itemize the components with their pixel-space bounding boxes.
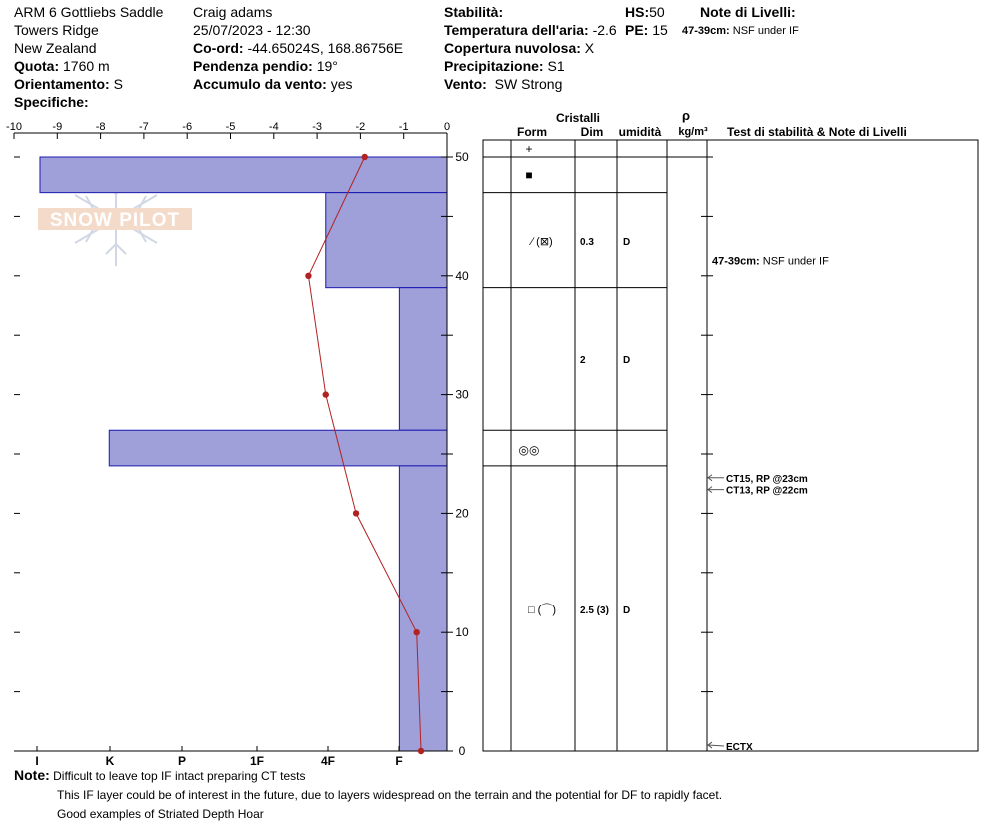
hardness-tick-label: F <box>395 754 403 768</box>
profile-layers <box>40 157 447 751</box>
table-border <box>483 140 978 751</box>
temperature-point <box>305 273 311 279</box>
temperature-point <box>362 154 368 160</box>
temp-tick-label: -10 <box>6 121 22 133</box>
layer-bar <box>399 466 447 751</box>
grain-form-symbol: ◎◎ <box>518 443 540 457</box>
depth-tick-label: 20 <box>455 506 469 521</box>
grain-size: 2 <box>580 355 586 366</box>
stability-tests <box>708 474 808 753</box>
observer-name: Craig adams <box>193 4 273 20</box>
stability-test-label: CT13, RP @22cm <box>726 485 808 497</box>
temperature-point <box>413 629 419 635</box>
temp-tick-label: -6 <box>182 121 193 133</box>
temp-tick-label: -3 <box>312 121 322 133</box>
hardness-axis <box>14 746 447 768</box>
grain-form-symbol: ■ <box>525 168 533 182</box>
humidity-header: umidità <box>618 125 662 139</box>
hardness-tick-label: 1F <box>249 754 265 768</box>
note-line-1: Difficult to leave top IF intact preparing CT tests <box>53 769 306 783</box>
stability-label: Stabilità: <box>444 4 504 20</box>
sky-label: Copertura nuvolosa: <box>444 40 581 56</box>
specifics-label: Specifiche: <box>14 94 89 110</box>
location-name: ARM 6 Gottliebs Saddle <box>14 4 164 20</box>
precip-label: Precipitazione: <box>444 58 544 74</box>
wind-loading-label: Accumulo da vento: <box>193 76 327 92</box>
stability-notes-header: Test di stabilità & Note di Livelli <box>727 125 907 139</box>
elevation-value: 1760 m <box>63 58 110 74</box>
temperature-point <box>418 748 424 754</box>
grain-form-symbol: □ (⌒) <box>527 604 557 616</box>
layer-note <box>712 255 829 267</box>
wind-label: Vento: <box>444 76 487 92</box>
grain-form-symbol: + <box>525 142 533 156</box>
observation-datetime: 25/07/2023 - 12:30 <box>193 22 311 38</box>
pe-label: PE: <box>625 22 649 38</box>
layer-note-label: 47-39cm: <box>712 255 763 268</box>
wetness-value: D <box>623 355 631 366</box>
slope-label: Pendenza pendio: <box>193 58 313 74</box>
precip-value: S1 <box>547 58 565 74</box>
layer-notes-label: Note di Livelli: <box>700 4 796 20</box>
layer-note-summary-text: NSF under IF <box>732 25 799 37</box>
temp-tick-label: -1 <box>398 121 409 133</box>
temp-tick-label: -4 <box>268 121 279 133</box>
wetness-value: D <box>623 237 631 248</box>
depth-tick-label: 30 <box>455 387 469 402</box>
rho-header: ρ <box>681 108 691 123</box>
elevation-label: Quota: <box>14 58 60 74</box>
layer-note-summary-label: 47-39cm: <box>682 25 730 37</box>
stability-test-label: CT15, RP @23cm <box>726 473 808 485</box>
layer-bar <box>326 193 447 288</box>
grain-size: 0.3 <box>580 237 594 248</box>
temperature-point <box>323 391 329 397</box>
stability-test-label: ECTX <box>726 742 753 753</box>
aspect-label: Orientamento: <box>14 76 110 92</box>
hardness-tick-label: I <box>35 754 39 768</box>
pe-value: 15 <box>652 22 668 38</box>
hs-value: 50 <box>649 4 665 20</box>
grain-form-symbol: ⁄ (⊠) <box>531 236 553 248</box>
wind-value: SW Strong <box>494 76 563 92</box>
density-header: kg/m³ <box>678 126 708 138</box>
wetness-value: D <box>623 605 631 616</box>
country-name: New Zealand <box>14 40 97 56</box>
dim-header: Dim <box>580 125 604 139</box>
hardness-tick-label: 4F <box>320 754 336 768</box>
notes-label: Note: <box>14 767 50 783</box>
layer-bar <box>109 430 447 466</box>
watermark-text: SNOW PILOT <box>49 210 181 231</box>
temp-tick-label: -5 <box>225 121 236 133</box>
slope-value: 19° <box>316 58 338 74</box>
aspect-value: S <box>113 76 123 92</box>
temp-tick-label: -2 <box>355 121 366 133</box>
form-header: Form <box>517 125 547 139</box>
range-name: Towers Ridge <box>14 22 99 38</box>
sky-value: X <box>584 40 595 56</box>
coords-value: -44.65024S, 168.86756E <box>247 40 404 56</box>
hardness-tick-label: P <box>177 754 187 768</box>
temp-tick-label: -7 <box>139 121 149 133</box>
depth-tick-label: 40 <box>455 268 469 283</box>
air-temp-label: Temperatura dell'aria: <box>444 22 589 38</box>
temp-tick-label: -9 <box>52 121 63 133</box>
temp-tick-label: 0 <box>443 121 451 133</box>
temp-tick-label: -8 <box>95 121 106 133</box>
depth-tick-label: 0 <box>458 744 466 758</box>
layer-bar <box>40 157 447 193</box>
crystals-header: Cristalli <box>555 111 601 125</box>
depth-tick-label: 50 <box>455 150 469 164</box>
temperature-point <box>353 510 359 516</box>
layer-bar <box>399 288 447 431</box>
depth-tick-label: 10 <box>455 625 469 640</box>
air-temp-value: -2.6 <box>592 22 617 38</box>
stability-arrow <box>708 745 724 746</box>
note-line-2: This IF layer could be of interest in the future, due to layers widespread on the terrain and the potential for DF to rapidly facet. <box>57 788 723 802</box>
wind-loading-value: yes <box>330 76 353 92</box>
hardness-tick-label: K <box>105 754 115 768</box>
grain-size: 2.5 (3) <box>580 605 609 616</box>
note-line-3: Good examples of Striated Depth Hoar <box>57 807 264 821</box>
notes-section <box>14 766 722 824</box>
layer-note-text: NSF under IF <box>762 255 829 268</box>
layer-table <box>483 140 978 751</box>
coords-label: Co-ord: <box>193 40 244 56</box>
hs-label: HS: <box>625 4 650 20</box>
